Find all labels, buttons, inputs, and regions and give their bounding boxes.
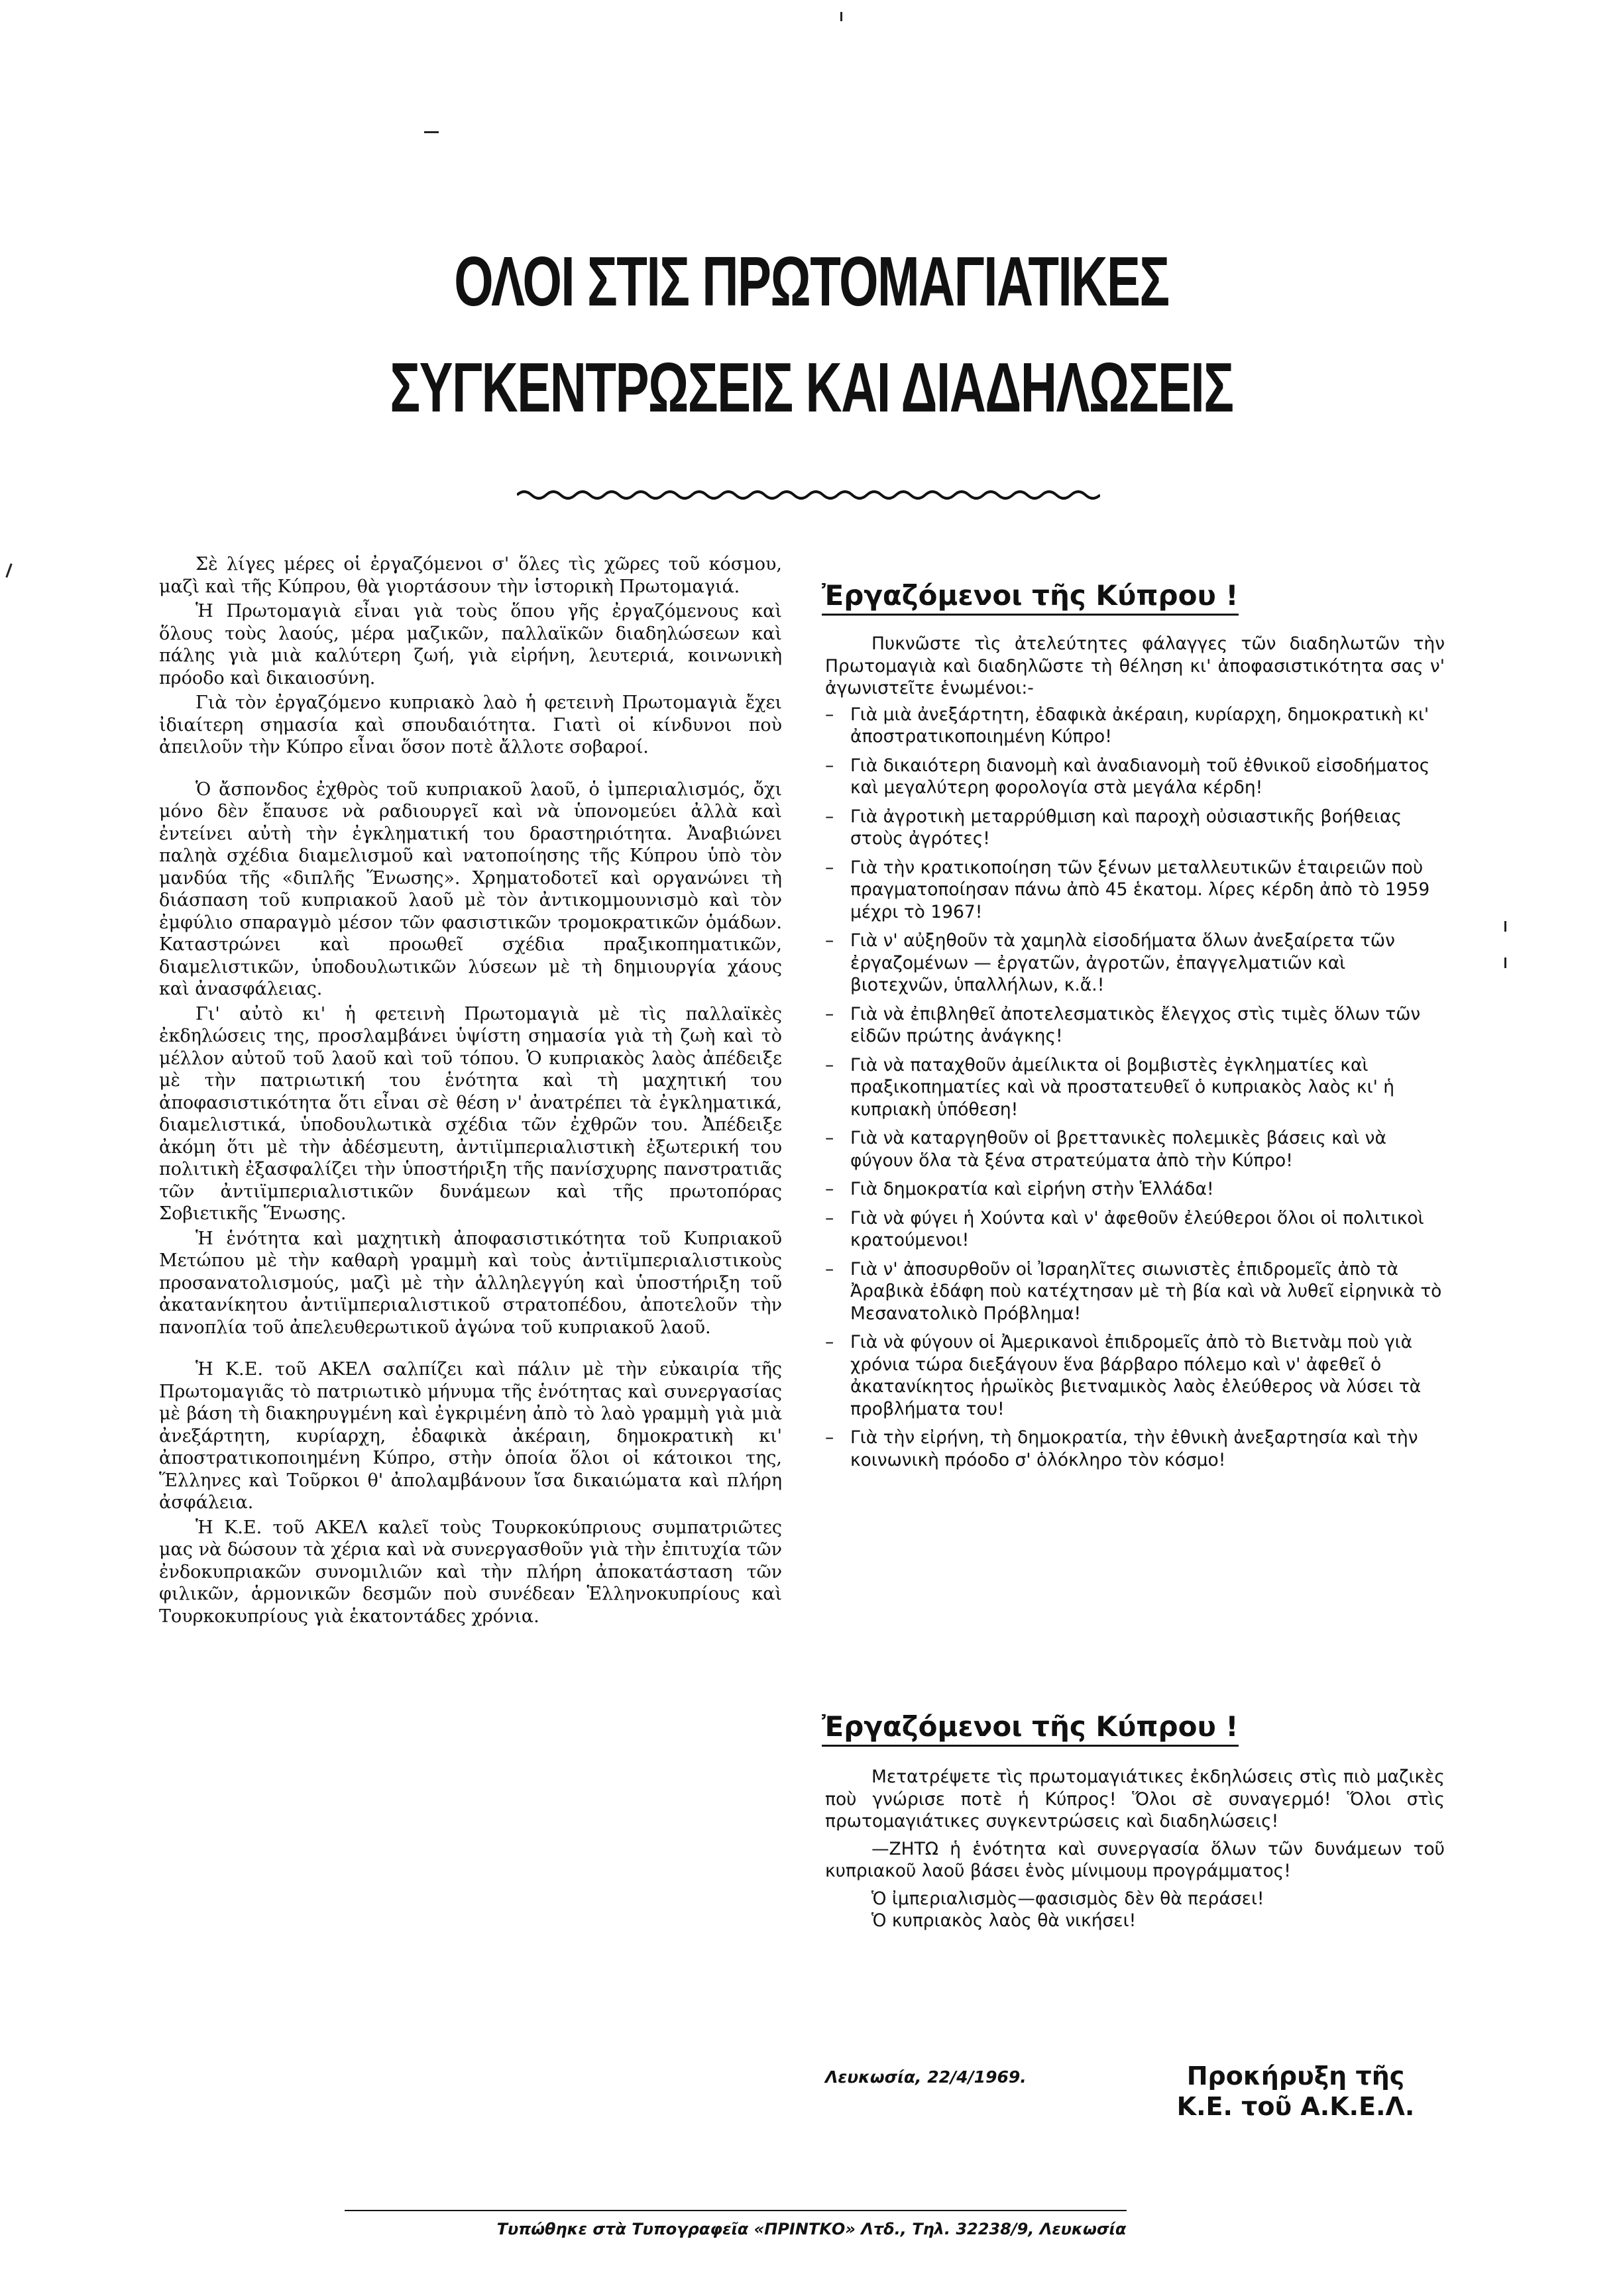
demand-item: – Γιὰ ν' ἀποσυρθοῦν οἱ Ἰσραηλῖτες σιωνιστὲς ἐπιδρομεῖς ἀπὸ τὰ Ἀραβικὰ ἐδάφη ποὺ κατέχτησαν μὲ τὴ βία καὶ νὰ λυθεῖ εἰρηνικὰ τὸ Μεσανατολικὸ Πρόβλημα! (825, 1258, 1445, 1325)
decorative-squiggle-divider (517, 487, 1100, 503)
call-to-action-intro: Πυκνῶστε τὶς ἀτελεύτητες φάλαγγες τῶν διαδηλωτῶν τὴν Πρωτομαγιὰ καὶ διαδηλῶστε τὴ θέληση κι' ἀποφασιστικότητα σας ν' ἀγωνιστεῖτε ἑνωμένοι:- (825, 633, 1445, 698)
slogan-victory: Ὁ κυπριακὸς λαὸς θὰ νικήσει! (871, 1910, 1137, 1931)
right-column (825, 633, 1445, 1478)
demand-item: – Γιὰ μιὰ ἀνεξάρτητη, ἐδαφικὰ ἀκέραιη, κυρίαρχη, δημοκρατικὴ κι' ἀποστρατικοποιημένη Κύπρο! (825, 704, 1445, 748)
demand-item: – Γιὰ νὰ παταχθοῦν ἀμείλικτα οἱ βομβιστὲς ἐγκληματίες καὶ πραξικοπηματίες καὶ νὰ προστατευθεῖ ὁ κυπριακὸς λαὸς κι' ἡ κυπριακὴ ὑπόθεση! (825, 1054, 1445, 1121)
slogan-unity: —ΖΗΤΩ ἡ ἑνότητα καὶ συνεργασία ὅλων τῶν δυνάμεων τοῦ κυπριακοῦ λαοῦ βάσει ἑνὸς μίνιμουμ προγράμματος! (825, 1838, 1445, 1881)
demand-item: – Γιὰ ν' αὐξηθοῦν τὰ χαμηλὰ εἰσοδήματα ὅλων ἀνεξαίρετα τῶν ἐργαζομένων — ἐργατῶν, ἀγροτῶν, ἐπαγγελματιῶν καὶ βιοτεχνῶν, ὑπαλλήλων, κ.ἄ.! (825, 930, 1445, 997)
scan-speck (840, 12, 842, 21)
printer-footer: Τυπώθηκε στὰ Τυπογραφεῖα «ΠΡΙΝΤΚΟ» Λτδ., Τηλ. 32238/9, Λευκωσία (496, 2220, 1127, 2238)
date-place: Λευκωσία, 22/4/1969. (825, 2067, 1027, 2087)
demand-item: – Γιὰ τὴν κρατικοποίηση τῶν ξένων μεταλλευτικῶν ἑταιρειῶν ποὺ πραγματοποίησαν πάνω ἀπὸ 45 ἑκατομ. λίρες κέρδη ἀπὸ τὸ 1959 μέχρι τὸ 1967! (825, 857, 1445, 924)
scan-speck (424, 131, 439, 133)
left-column (159, 553, 782, 1630)
workers-heading-2: Ἐργαζόμενοι τῆς Κύπρου ! (822, 1713, 1239, 1741)
demand-item: – Γιὰ νὰ φύγουν οἱ Ἀμερικανοὶ ἐπιδρομεῖς ἀπὸ τὸ Βιετνὰμ ποὺ γιὰ χρόνια τώρα διεξάγουν ἕνα βάρβαρο πόλεμο καὶ ν' ἀφεθεῖ ὁ ἀκατανίκητος ἡρωϊκὸς βιετναμικὸς λαὸς ἐλεύθερος νὰ λύσει τὰ προβλήματα του! (825, 1331, 1445, 1420)
title-line-2: ΣΥΓΚΕΝΤΡΩΣΕΙΣ ΚΑΙ ΔΙΑΔΗΛΩΣΕΙΣ (390, 349, 1233, 427)
paragraph: Ἡ Πρωτομαγιὰ εἶναι γιὰ τοὺς ὅπου γῆς ἐργαζόμενους καὶ ὅλους τοὺς λαούς, μέρα μαζικῶν, παλλαϊκῶν διαδηλώσεων καὶ πάλης γιὰ μιὰ καλύτερη ζωή, γιὰ εἰρήνη, λευτεριά, κοινωνικὴ πρόοδο καὶ δικαιοσύνη. (159, 601, 782, 688)
demand-item: – Γιὰ ἀγροτικὴ μεταρρύθμιση καὶ παροχὴ οὐσιαστικῆς βοήθειας στοὺς ἀγρότες! (825, 806, 1445, 850)
signature-line-2: Κ.Ε. τοῦ Α.Κ.Ε.Λ. (1176, 2092, 1415, 2121)
demands-list (825, 704, 1445, 1472)
demand-item: – Γιὰ τὴν εἰρήνη, τὴ δημοκρατία, τὴν ἐθνικὴ ἀνεξαρτησία καὶ τὴν κοινωνικὴ πρόοδο σ' ὁλόκληρο τὸν κόσμο! (825, 1427, 1445, 1471)
paragraph: Γι' αὐτὸ κι' ἡ φετεινὴ Πρωτομαγιὰ μὲ τὶς παλλαϊκὲς ἐκδηλώσεις της, προσλαμβάνει ὑψίστη σημασία γιὰ τὴ ζωὴ καὶ τὸ μέλλον αὐτοῦ τοῦ λαοῦ καὶ τοῦ τόπου. Ὁ κυπριακὸς λαὸς ἀπέδειξε μὲ τὴν πατριωτική του ἑνότητα καὶ τὴ μαχητική του ἀποφασιστικότητα ὅτι εἶναι σὲ θέση ν' ἀνατρέπει τὰ ἐγκληματικά, διαμελιστικά, ὑποδουλωτικὰ σχέδια τῶν ἐχθρῶν του. Ἀπέδειξε ἀκόμη ὅτι μὲ τὴν ἀδέσμευτη, ἀντιϊμπεριαλιστικὴ ἐξωτερική του πολιτικὴ ἐξασφαλίζει τὴν ὑποστήριξη τῆς πανίσχυρης πανστρατιᾶς τῶν ἀντιϊμπεριαλιστικῶν δυνάμεων καὶ τῆς πρωτοπόρας Σοβιετικῆς Ἕνωσης. (159, 1003, 782, 1224)
paragraph: Γιὰ τὸν ἐργαζόμενο κυπριακὸ λαὸ ἡ φετεινὴ Πρωτομαγιὰ ἔχει ἰδιαίτερη σημασία καὶ σπουδαιότητα. Γιατὶ οἱ κίνδυνοι ποὺ ἀπειλοῦν τὴν Κύπρο εἶναι ὅσον ποτὲ ἄλλοτε σοβαροί. (159, 692, 782, 757)
paragraph: Ἡ ἑνότητα καὶ μαχητικὴ ἀποφασιστικότητα τοῦ Κυπριακοῦ Μετώπου μὲ τὴν καθαρὴ γραμμὴ καὶ τοὺς ἀντιϊμπεριαλιστικοὺς προσανατολισμούς, μαζὶ μὲ τὴν ἀλληλεγγύη καὶ ὑποστήριξη τοῦ ἀκατανίκητου ἀντιϊμπεριαλιστικοῦ στρατοπέδου, ἀποτελοῦν τὴν πανοπλία τοῦ ἀπελευθερωτικοῦ ἀγώνα τοῦ κυπριακοῦ λαοῦ. (159, 1228, 782, 1338)
demand-item: – Γιὰ νὰ ἐπιβληθεῖ ἀποτελεσματικὸς ἔλεγχος στὶς τιμὲς ὅλων τῶν εἰδῶν πρώτης ἀνάγκης! (825, 1003, 1445, 1048)
signature (1156, 2061, 1435, 2122)
signature-line-1: Προκήρυξη τῆς (1186, 2061, 1405, 2091)
demand-item: – Γιὰ νὰ φύγει ἡ Χούντα καὶ ν' ἀφεθοῦν ἐλεύθεροι ὅλοι οἱ πολιτικοὶ κρατούμενοι! (825, 1207, 1445, 1252)
title-line-1: ΟΛΟΙ ΣΤΙΣ ΠΡΩΤΟΜΑΓΙΑΤΙΚΕΣ (454, 243, 1169, 321)
paragraph: Ὁ ἄσπονδος ἐχθρὸς τοῦ κυπριακοῦ λαοῦ, ὁ ἰμπεριαλισμός, ὄχι μόνο δὲν ἔπαυσε νὰ ραδιουργεῖ καὶ νὰ ὑπονομεύει ἀλλὰ καὶ ἐντείνει αὐτὴ τὴν ἐγκληματική του δραστηριότητα. Ἀναβιώνει παληὰ σχέδια διαμελισμοῦ καὶ νατοποίησης τῆς Κύπρου ὑπὸ τὸν μανδύα τῆς «διπλῆς Ἕνωσης». Χρηματοδοτεῖ καὶ οργανώνει τὴ διάσπαση τοῦ κυπριακοῦ λαοῦ μὲ τὸν ἀντικομμουνισμὸ καὶ τὸν ἐμφύλιο σπαραγμὸ μέσον τῶν φασιστικῶν τρομοκρατικῶν ὁμάδων. Καταστρώνει καὶ προωθεῖ σχέδια πραξικοπηματικῶν, διαμελιστικῶν, ὑποδουλωτικῶν λύσεων μὲ τὴ δημιουργία χάους καὶ ἀνασφάλειας. (159, 779, 782, 999)
closing-paragraph: Μετατρέψετε τὶς πρωτομαγιάτικες ἐκδηλώσεις στὶς πιὸ μαζικὲς ποὺ γνώρισε ποτὲ ἡ Κύπρος! Ὅλοι σὲ συναγερμό! Ὅλοι στὶς πρωτομαγιάτικες συγκεντρώσεις καὶ διαδηλώσεις! (825, 1767, 1445, 1831)
closing-block (825, 1766, 1445, 1932)
scan-speck (1504, 957, 1506, 968)
demand-item: – Γιὰ δικαιότερη διανομὴ καὶ ἀναδιανομὴ τοῦ ἐθνικοῦ εἰσοδήματος καὶ μεγαλύτερη φορολογία στὰ μεγάλα κέρδη! (825, 755, 1445, 799)
demand-item: – Γιὰ νὰ καταργηθοῦν οἱ βρεττανικὲς πολεμικὲς βάσεις καὶ νὰ φύγουν ὅλα τὰ ξένα στρατεύματα ἀπὸ τὴν Κύπρο! (825, 1127, 1445, 1172)
footer-rule (345, 2210, 1127, 2211)
demand-item: – Γιὰ δημοκρατία καὶ εἰρήνη στὴν Ἑλλάδα! (825, 1178, 1445, 1201)
scan-speck (5, 563, 12, 578)
paragraph: Ἡ Κ.Ε. τοῦ ΑΚΕΛ σαλπίζει καὶ πάλιν μὲ τὴν εὐκαιρία τῆς Πρωτομαγιᾶς τὸ πατριωτικὸ μήνυμα τῆς ἑνότητας καὶ συνεργασίας μὲ βάση τὴ διακηρυγμένη καὶ ἐγκριμένη ἀπὸ τὸ λαὸ γραμμὴ γιὰ μιὰ ἀνεξάρτητη, κυρίαρχη, ἐδαφικὰ ἀκέραιη, δημοκρατικὴ κι' ἀποστρατικοποιημένη Κύπρο, στὴν ὁποία ὅλοι οἱ κάτοικοι της, Ἕλληνες καὶ Τοῦρκοι θ' ἀπολαμβάνουν ἴσα δικαιώματα καὶ πλήρη ἀσφάλεια. (159, 1359, 782, 1513)
slogan-imperialism: Ὁ ἰμπεριαλισμὸς—φασισμὸς δὲν θὰ περάσει! (871, 1888, 1264, 1909)
paragraph: Σὲ λίγες μέρες οἱ ἐργαζόμενοι σ' ὅλες τὶς χῶρες τοῦ κόσμου, μαζὶ καὶ τῆς Κύπρου, θὰ γιορτάσουν τὴν ἱστορικὴ Πρωτομαγιά. (159, 554, 782, 597)
scan-speck (1504, 921, 1506, 932)
workers-heading-1: Ἐργαζόμενοι τῆς Κύπρου ! (822, 582, 1239, 610)
paragraph: Ἡ Κ.Ε. τοῦ ΑΚΕΛ καλεῖ τοὺς Τουρκοκύπριους συμπατριῶτες μας νὰ δώσουν τὰ χέρια καὶ νὰ συνεργασθοῦν γιὰ τὴν ἐπιτυχία τῶν ἐνδοκυπριακῶν συνομιλιῶν καὶ τὴν πλήρη ἀποκατάσταση τῶν φιλικῶν, ἁρμονικῶν δεσμῶν ποὺ συνέδεαν Ἑλληνοκυπρίους καὶ Τουρκοκυπρίους γιὰ ἑκατοντάδες χρόνια. (159, 1517, 782, 1627)
